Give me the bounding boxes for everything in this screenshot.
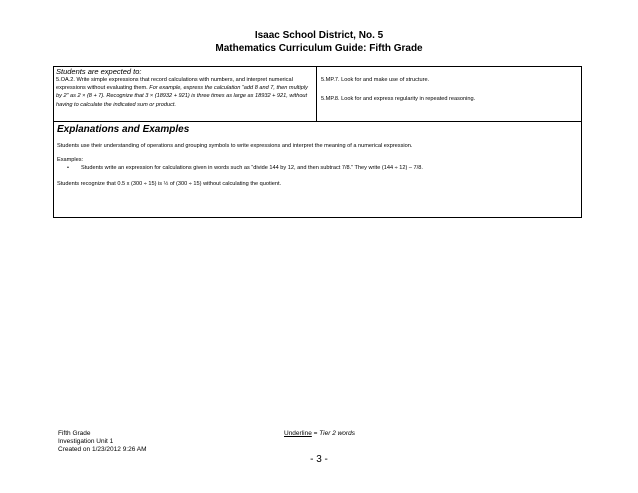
practice-mp8: 5.MP.8. Look for and express regularity in repeated reasoning.	[321, 96, 476, 102]
district-title: Isaac School District, No. 5	[254, 30, 384, 41]
legend-equals: =	[311, 430, 320, 437]
standard-cell	[54, 67, 317, 121]
bullet-icon: •	[67, 165, 69, 171]
examples-label: Examples:	[57, 157, 84, 163]
practices-cell	[317, 67, 581, 121]
legend-underline: Underline	[284, 430, 312, 437]
page-number: - 3 -	[310, 454, 328, 465]
guide-title: Mathematics Curriculum Guide: Fifth Grade	[215, 43, 423, 54]
standard-code: 5.OA.2.	[56, 77, 75, 83]
intro-text: Students are expected to:	[56, 67, 142, 76]
footer-grade: Fifth Grade	[58, 430, 91, 437]
example-paragraph: Students recognize that 0.5 x (300 ÷ 15) is ½ of (300 ÷ 15) without calculating the quotient.	[57, 181, 282, 187]
explanations-row	[54, 122, 581, 217]
footer-unit: Investigation Unit 1	[58, 438, 114, 445]
standards-row	[54, 67, 581, 122]
standards-table	[53, 66, 582, 218]
explanation-paragraph: Students use their understanding of operations and grouping symbols to write expressions and interpret the meaning of a numerical expression.	[57, 143, 413, 149]
footer-left	[58, 430, 147, 454]
standard-example: For example, express the calculation “add 8 and 7, then multiply by 2” as 2 × (8 + 7). Recognize that 3 × (18932 + 921) is three times as large as 18932 + 921, without having to calculate the indicated sum or product.	[56, 85, 308, 108]
example-bullet	[57, 164, 578, 172]
legend-tier: Tier 2 words	[319, 430, 355, 437]
standard-body: Write simple expressions that record calculations with numbers, and interpret numerical expressions without evaluating them.	[56, 77, 293, 92]
footer-legend	[284, 430, 355, 437]
bullet-text: Students write an expression for calculations given in words such as “divide 144 by 12, and then subtract 7/8.” They write (144 ÷ 12) – 7/8.	[81, 165, 423, 171]
standard-text	[56, 76, 314, 109]
document-header	[0, 29, 638, 55]
footer-created: Created on 1/23/2012 9:26 AM	[58, 446, 147, 453]
practice-mp7: 5.MP.7. Look for and make use of structure.	[321, 77, 430, 83]
explanations-heading: Explanations and Examples	[57, 124, 190, 135]
